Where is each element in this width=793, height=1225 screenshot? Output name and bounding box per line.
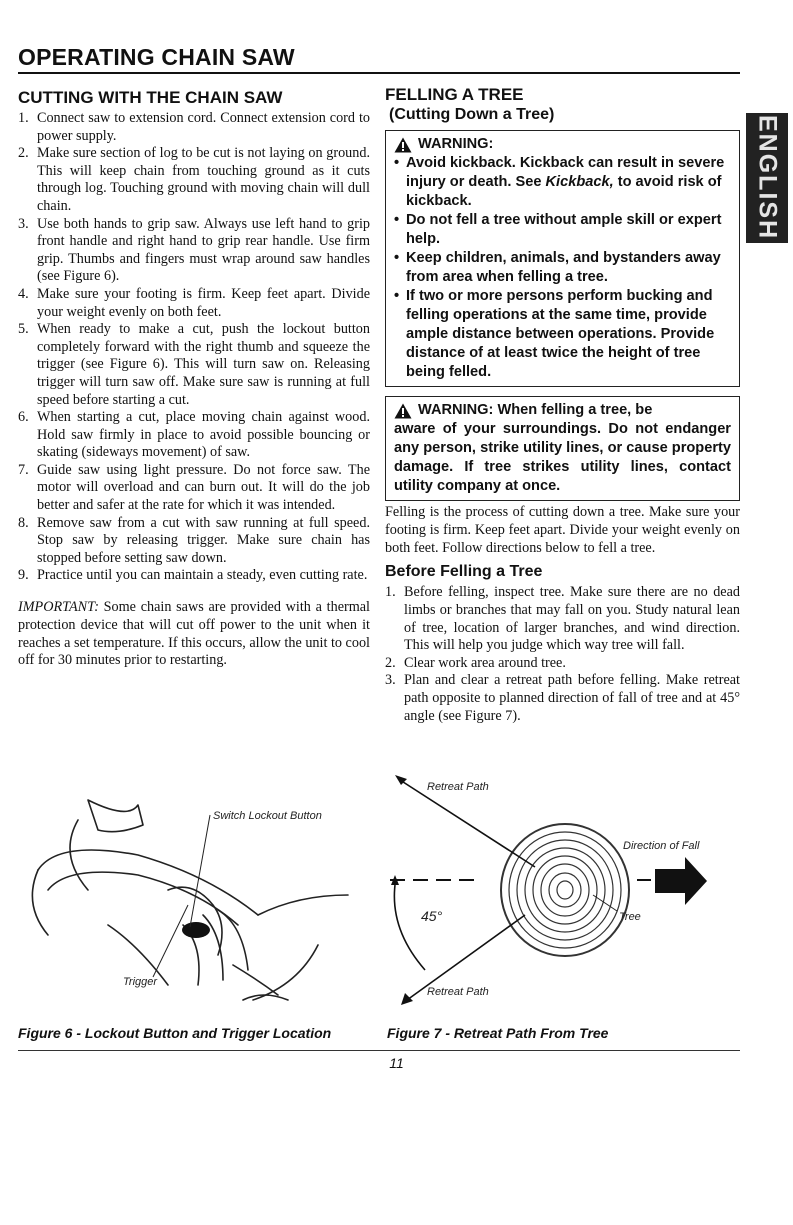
important-label: IMPORTANT: <box>18 599 99 616</box>
warning-triangle-icon <box>394 403 412 419</box>
list-item: 4. Make sure your footing is firm. Keep feet apart. Divide your weight evenly on both feet. <box>18 285 370 320</box>
list-item: • Do not fell a tree without ample skill or expert help. <box>394 212 722 247</box>
right-column <box>385 85 740 725</box>
list-item: • If two or more persons perform bucking and felling operations at the same time, provide ample distance between operations. Provide distance of at least twice the height of tree being felled. <box>394 288 715 380</box>
list-item: 7. Guide saw using light pressure. Do not force saw. The motor will overload and can burn out. It will do the job better and safer at the rate for which it was intended. <box>18 461 370 514</box>
warning-heading: WARNING: <box>418 136 494 152</box>
list-item: 2. Clear work area around tree. <box>385 654 566 671</box>
warning-list <box>394 154 731 382</box>
section-title-cutting: CUTTING WITH THE CHAIN SAW <box>18 88 283 107</box>
list-item: 1. Connect saw to extension cord. Connect extension cord to power supply. <box>18 110 370 144</box>
felling-intro: Felling is the process of cutting down a tree. Make sure your footing is firm. Keep feet apart. Divide your weight evenly on both feet. Follow directions below to fell a tree. <box>385 504 740 556</box>
figure-7-diagram <box>385 765 740 1020</box>
page-title: OPERATING CHAIN SAW <box>18 44 295 70</box>
important-note <box>18 599 370 670</box>
label-45-degree: 45° <box>421 908 443 924</box>
list-item: 3. Use both hands to grip saw. Always use left hand to grip front handle and right hand to grip rear handle. Use firm grip. Thumbs and fingers must wrap around saw handles (see Figure 6). <box>18 215 370 285</box>
label-retreat-path-bottom: Retreat Path <box>427 986 489 998</box>
left-column <box>18 88 370 670</box>
label-trigger: Trigger <box>123 976 158 988</box>
subsection-title-before: Before Felling a Tree <box>385 563 543 581</box>
label-tree: Tree <box>619 911 641 923</box>
label-direction-of-fall: Direction of Fall <box>623 840 700 852</box>
label-retreat-path-top: Retreat Path <box>427 781 489 793</box>
list-item: 5. When ready to make a cut, push the lockout button completely forward with the right thumb and squeeze the trigger (see Figure 6). This will turn saw on. Releasing trigger will turn saw off. Make sure saw is running at full speed before starting a cut. <box>18 321 370 408</box>
section-title-felling: FELLING A TREE <box>385 85 524 104</box>
warning-box-2 <box>385 396 740 501</box>
before-felling-steps <box>385 584 740 725</box>
warning-heading: WARNING: When felling a tree, be <box>418 402 653 418</box>
figure-6-illustration <box>18 795 378 1020</box>
label-switch-lockout: Switch Lockout Button <box>213 810 322 822</box>
list-item: 6. When starting a cut, place moving chain against wood. Hold saw firmly in place to avoid possible bouncing or skating (sideways movement) of saw. <box>18 409 370 461</box>
figure-7-caption: Figure 7 - Retreat Path From Tree <box>387 1025 609 1041</box>
list-item: • Keep children, animals, and bystanders away from area when felling a tree. <box>394 250 721 285</box>
list-item: 9. Practice until you can maintain a steady, even cutting rate. <box>18 567 368 584</box>
warning-box-1 <box>385 130 740 387</box>
section-subtitle-felling: (Cutting Down a Tree) <box>389 106 555 123</box>
language-tab-label: ENGLISH <box>753 115 782 241</box>
list-item: 1. Before felling, inspect tree. Make sure there are no dead limbs or branches that may fall on you. Study natural lean of tree, location of larger branches, and wind direction. This will help you judge which way tree will fall. <box>385 584 740 654</box>
list-item: 8. Remove saw from a cut with saw running at full speed. Stop saw by releasing trigger. Make sure chain has stopped before setting saw down. <box>18 514 370 566</box>
cutting-steps <box>18 110 370 585</box>
footer-rule <box>18 1050 740 1051</box>
list-item: 3. Plan and clear a retreat path before felling. Make retreat path opposite to planned direction of fall of tree and at 45° angle (see Figure 7). <box>385 672 740 724</box>
list-item: • Avoid kickback. Kickback can result in severe injury or death. See Kickback, to avoid risk of kickback. <box>394 155 725 209</box>
important-text: Some chain saws are provided with a thermal protection device that will cut off power to the unit when it reaches a set temperature. If this occurs, allow the unit to cool off for 30 minutes prior to restarting. <box>18 599 370 669</box>
warning-text: aware of your surroundings. Do not endanger any person, strike utility lines, or cause property damage. If tree strikes utility lines, contact utility company at once. <box>394 421 731 494</box>
header-rule <box>18 72 740 74</box>
page-number: 11 <box>389 1055 404 1071</box>
figure-6-caption: Figure 6 - Lockout Button and Trigger Location <box>18 1025 332 1041</box>
list-item: 2. Make sure section of log to be cut is not laying on ground. This will keep chain from touching ground as it cuts through log. Touching ground with moving chain will dull chain. <box>18 145 370 214</box>
warning-triangle-icon <box>394 137 412 153</box>
language-tab <box>746 113 788 243</box>
